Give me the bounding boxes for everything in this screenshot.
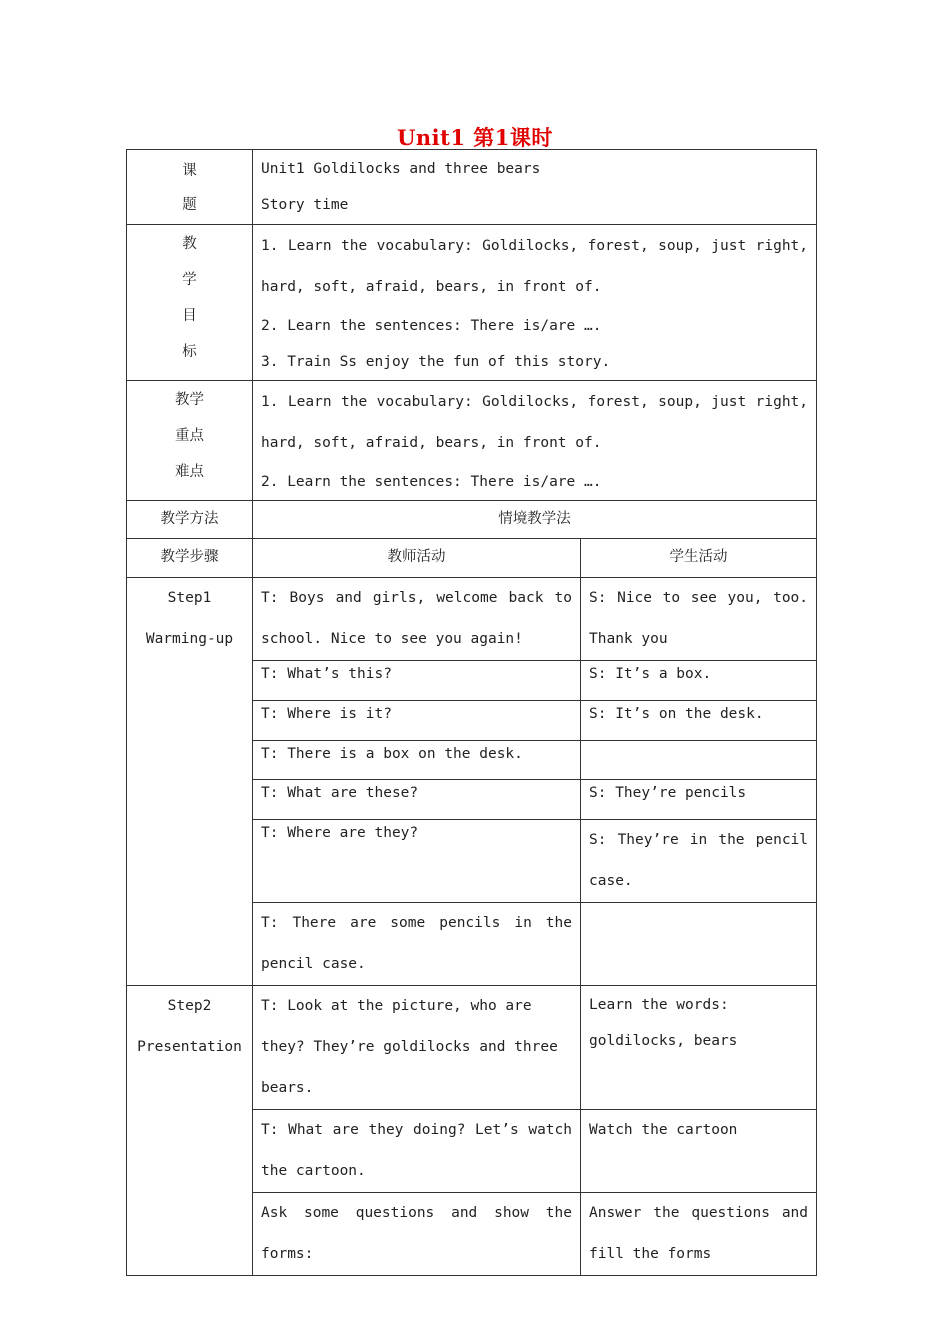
key-point-item: 2. Learn the sentences: There is/are …. — [261, 474, 602, 490]
objectives-row — [127, 225, 817, 381]
activity-row — [127, 986, 817, 1110]
student-activity: Learn the words: goldilocks, bears — [581, 986, 817, 1110]
step-label — [127, 986, 253, 1276]
key-points-label-line: 教学 — [175, 392, 204, 408]
teacher-activity-header: 教师活动 — [253, 539, 581, 578]
activity-row — [127, 578, 817, 661]
student-activity: S: It’s a box. — [581, 661, 817, 701]
topic-label — [127, 150, 253, 225]
teacher-activity: T: There is a box on the desk. — [253, 741, 581, 780]
key-points-label — [127, 381, 253, 501]
steps-header-row — [127, 539, 817, 578]
key-points-label-line: 重点 — [175, 428, 204, 444]
objective-item: 1. Learn the vocabulary: Goldilocks, forest, soup, just right, hard, soft, afraid, bears, in front of. — [261, 238, 809, 295]
key-points-row — [127, 381, 817, 501]
objectives-label-char: 标 — [182, 344, 197, 360]
step-name: Step2 — [167, 998, 212, 1014]
objective-item: 2. Learn the sentences: There is/are …. — [261, 318, 602, 334]
teacher-activity: Ask some questions and show the forms: — [253, 1193, 581, 1276]
step-phase: Presentation — [137, 1039, 242, 1055]
student-activity: Answer the questions and fill the forms — [581, 1193, 817, 1276]
topic-label-char: 题 — [182, 197, 197, 213]
student-activity — [581, 903, 817, 986]
key-points-cell — [253, 381, 817, 501]
page-title: Unit1 第1课时 — [397, 125, 553, 150]
teacher-activity: T: Where is it? — [253, 701, 581, 741]
teacher-activity: T: What’s this? — [253, 661, 581, 701]
teacher-activity: T: There are some pencils in the pencil case. — [253, 903, 581, 986]
method-row — [127, 501, 817, 539]
topic-row — [127, 150, 817, 225]
step-name: Step1 — [167, 590, 212, 606]
teacher-activity: T: Where are they? — [253, 820, 581, 903]
objectives-label-char: 目 — [182, 308, 197, 324]
method-label: 教学方法 — [127, 501, 253, 539]
student-activity-header: 学生活动 — [581, 539, 817, 578]
key-point-item: 1. Learn the vocabulary: Goldilocks, forest, soup, just right, hard, soft, afraid, bears, in front of. — [261, 394, 809, 451]
student-activity: S: They’re pencils — [581, 780, 817, 820]
lesson-plan-table — [126, 149, 817, 1276]
topic-line: Unit1 Goldilocks and three bears — [261, 161, 541, 177]
step-phase: Warming-up — [145, 631, 234, 647]
teacher-activity: T: Look at the picture, who are they? They’re goldilocks and three bears. — [253, 986, 581, 1110]
objectives-cell — [253, 225, 817, 381]
topic-cell — [253, 150, 817, 225]
student-activity — [581, 741, 817, 780]
student-activity: S: Nice to see you, too. Thank you — [581, 578, 817, 661]
objective-item: 3. Train Ss enjoy the fun of this story. — [261, 354, 611, 370]
objectives-label-char: 学 — [182, 272, 197, 288]
teacher-activity: T: What are these? — [253, 780, 581, 820]
steps-header-label: 教学步骤 — [127, 539, 253, 578]
student-activity: Watch the cartoon — [581, 1110, 817, 1193]
student-activity: S: They’re in the pencil case. — [581, 820, 817, 903]
objectives-label-char: 教 — [182, 236, 197, 252]
key-points-label-line: 难点 — [175, 464, 204, 480]
objectives-label — [127, 225, 253, 381]
student-activity: S: It’s on the desk. — [581, 701, 817, 741]
teacher-activity: T: Boys and girls, welcome back to school. Nice to see you again! — [253, 578, 581, 661]
method-value: 情境教学法 — [253, 501, 817, 539]
topic-line: Story time — [261, 197, 349, 213]
teacher-activity: T: What are they doing? Let’s watch the cartoon. — [253, 1110, 581, 1193]
step-label — [127, 578, 253, 986]
topic-label-char: 课 — [182, 163, 197, 179]
